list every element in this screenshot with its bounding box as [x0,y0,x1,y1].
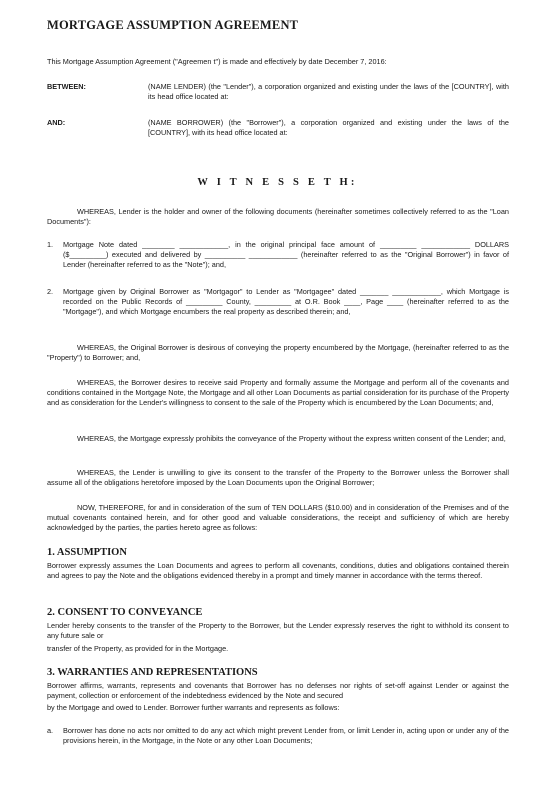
list-item-number: 1. [47,240,54,249]
and-party-text: (NAME BORROWER) (the "Borrower"), a corporation organized and existing under the laws of the [COUNTRY], with its head office located at: [148,118,509,138]
whereas-paragraph-4: WHEREAS, the Mortgage expressly prohibits the conveyance of the Property without the express written consent of the Lender; and, [77,434,506,443]
witnesseth-heading: W I T N E S S E T H: [197,177,358,188]
sub-item-text: Borrower has done no acts nor omitted to do any act which might prevent Lender from, or limit Lender in, acting upon or under any of the provisions herein, in the Mortgage, in the Note or any other Loan Documents; [63,726,509,746]
section-heading-warranties: 3. WARRANTIES AND REPRESENTATIONS [47,667,258,678]
section-text-warranties-continued: by the Mortgage and owed to Lender. Borrower further warrants and represents as follows: [47,703,340,712]
whereas-paragraph-5: WHEREAS, the Lender is unwilling to give its consent to the transfer of the Property to the Borrower unless the Borrower shall assume all of the obligations heretofore imposed by the Loan Documents upon the Original Borrower; [47,468,509,488]
intro-paragraph: This Mortgage Assumption Agreement ("Agreemen t") is made and effectively by date December 7, 2016: [47,57,387,66]
section-heading-assumption: 1. ASSUMPTION [47,547,127,558]
between-label: BETWEEN: [47,82,86,91]
whereas-paragraph-1: WHEREAS, Lender is the holder and owner of the following documents (hereinafter sometimes collectively referred to as the "Loan Documents"): [47,207,509,227]
section-text-assumption: Borrower expressly assumes the Loan Documents and agrees to perform all covenants, conditions, duties and obligations contained therein and agrees to pay the Note and the obligations evidenced thereby in a prompt and timely manner in accordance with the terms thereof. [47,561,509,581]
now-therefore-paragraph: NOW, THEREFORE, for and in consideration of the sum of TEN DOLLARS ($10.00) and in consideration of the Premises and of the mutual covenants contained herein, and for other good and valuable considerations, the receipt and sufficiency of which are hereby acknowledged by the parties, the parties hereto agree as follows: [47,503,509,533]
whereas-paragraph-2: WHEREAS, the Original Borrower is desirous of conveying the property encumbered by the Mortgage, (hereinafter referred to as the "Property") to Borrower; and, [47,343,509,363]
between-party-text: (NAME LENDER) (the "Lender"), a corporation organized and existing under the laws of the [COUNTRY], with its head office located at: [148,82,509,102]
section-heading-consent: 2. CONSENT TO CONVEYANCE [47,607,203,618]
list-item-text: Mortgage Note dated ________ ____________, in the original principal face amount of _________ ____________ DOLLARS ($_________) executed and delivered by __________ ____________ (hereinafter referred to as the "Original Borrower") in favor of Lender (hereinafter referred to as the "Note"); and, [63,240,509,270]
section-text-consent-continued: transfer of the Property, as provided for in the Mortgage. [47,644,229,653]
and-label: AND: [47,118,66,127]
section-text-consent: Lender hereby consents to the transfer of the Property to the Borrower, but the Lender expressly reserves the right to withhold its consent to any future sale or [47,621,509,641]
list-item-number: 2. [47,287,54,296]
document-title: MORTGAGE ASSUMPTION AGREEMENT [47,18,299,32]
list-item-text: Mortgage given by Original Borrower as "Mortgagor" to Lender as "Mortgagee" dated _______ ____________, which Mortgage is recorded on the Public Records of _________ County, _________ at O.R. Book ____, Page ____ (hereinafter referred to as the "Mortgage"), and which Mortgage encumbers the real property as described therein; and, [63,287,509,317]
whereas-paragraph-3: WHEREAS, the Borrower desires to receive said Property and formally assume the Mortgage and perform all of the covenants and conditions contained in the Mortgage Note, the Mortgage and all other Loan Documents as partial consideration for its purchase of the Property and as consideration for the Lender's willingness to consent to the sale of the Property which is encumbered by the Loan Documents; and, [47,378,510,408]
sub-item-letter: a. [47,726,54,735]
section-text-warranties: Borrower affirms, warrants, represents and covenants that Borrower has no defenses nor rights of set-off against Lender or against the payment, collection or enforcement of the indebtedness evidenced by the Note and secured [47,681,509,701]
